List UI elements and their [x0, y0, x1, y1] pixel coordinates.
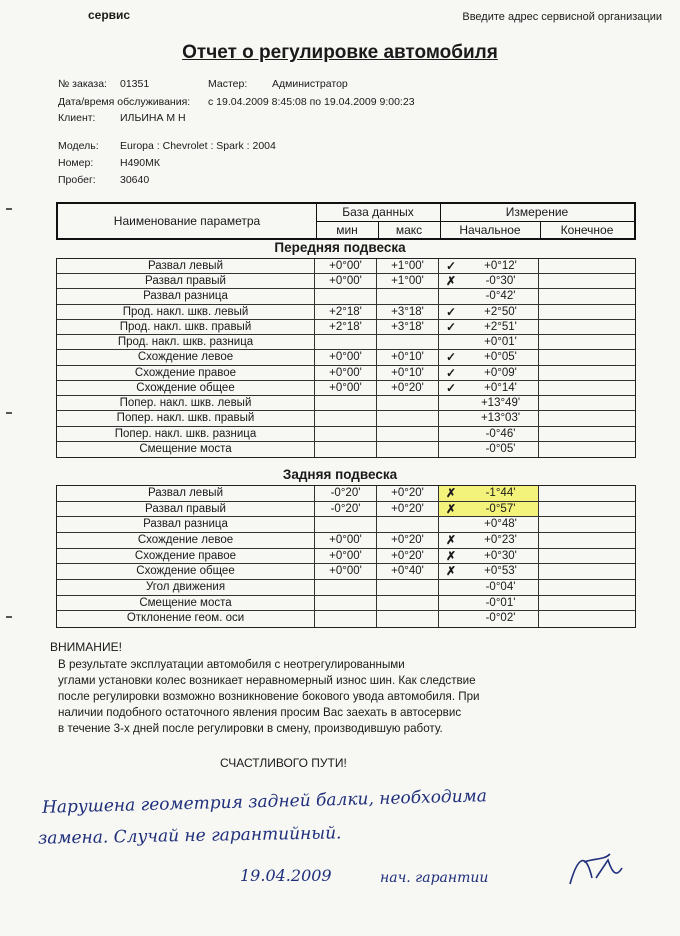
handwritten-date: 19.04.2009 — [240, 866, 332, 885]
initial-value: -0°30' — [463, 274, 539, 288]
param-name: Прод. накл. шкв. разница — [57, 335, 315, 349]
status-mark: ✓ — [445, 304, 457, 319]
param-name: Смещение моста — [57, 596, 315, 611]
max-value — [377, 396, 439, 410]
param-name: Развал левый — [57, 486, 315, 501]
initial-value: +0°30' — [463, 549, 539, 564]
table-row — [57, 259, 635, 274]
final-value — [539, 502, 635, 517]
max-value — [377, 580, 439, 595]
status-mark: ✗ — [445, 533, 457, 547]
initial-value: -0°04' — [463, 580, 539, 595]
max-value: +0°10' — [377, 366, 439, 380]
measurement-header: Измерение — [440, 204, 634, 222]
max-value — [377, 335, 439, 349]
param-name: Отклонение геом. оси — [57, 611, 315, 627]
warning-line: В результате эксплуатации автомобиля с неотрегулированными — [58, 658, 405, 671]
param-name: Схождение правое — [57, 549, 315, 564]
handwritten-note-line2: замена. Случай не гарантийный. — [37, 823, 342, 849]
min-value — [315, 611, 377, 627]
order-number: 01351 — [120, 78, 150, 90]
table-row — [57, 533, 635, 549]
initial-value: +0°12' — [463, 259, 539, 273]
status-mark: ✗ — [445, 564, 457, 579]
status-mark — [439, 611, 463, 627]
initial-value: -0°02' — [463, 611, 539, 627]
table-row — [57, 442, 635, 457]
max-value: +0°20' — [377, 486, 439, 501]
param-name: Попер. накл. шкв. разница — [57, 427, 315, 441]
max-value — [377, 517, 439, 532]
initial-value: +0°01' — [463, 335, 539, 349]
table-row — [57, 564, 635, 580]
min-value: -0°20' — [315, 486, 377, 501]
warning-line: после регулировки возможно возникновение бокового увода автомобиля. При — [58, 690, 480, 703]
table-row — [57, 396, 635, 411]
param-header: Наименование параметра — [58, 204, 317, 238]
status-mark: ✓ — [445, 365, 457, 380]
database-header: База данных — [316, 204, 441, 222]
initial-value: +2°51' — [463, 320, 539, 334]
max-value: +0°40' — [377, 564, 439, 579]
min-value — [315, 596, 377, 611]
initial-value: +0°05' — [463, 350, 539, 364]
param-name: Прод. накл. шкв. левый — [57, 305, 315, 319]
table-row — [57, 305, 635, 320]
min-value — [315, 427, 377, 441]
status-mark — [439, 427, 463, 441]
status-mark — [439, 335, 463, 349]
initial-value: +0°09' — [463, 366, 539, 380]
final-value — [539, 517, 635, 532]
final-value — [539, 366, 635, 380]
initial-value: -0°46' — [463, 427, 539, 441]
vehicle-mileage: 30640 — [120, 174, 150, 186]
status-mark: ✓ — [445, 259, 457, 273]
vehicle-plate: Н490МК — [120, 157, 160, 169]
table-row — [57, 517, 635, 533]
table-row — [57, 366, 635, 381]
status-mark — [439, 396, 463, 410]
param-name: Схождение правое — [57, 366, 315, 380]
max-value — [377, 411, 439, 425]
final-value — [539, 611, 635, 627]
table-row — [57, 274, 635, 289]
status-mark — [439, 289, 463, 303]
final-value — [539, 396, 635, 410]
final-value — [539, 596, 635, 611]
max-value: +1°00' — [377, 259, 439, 273]
table-row — [57, 427, 635, 442]
min-value: +0°00' — [315, 549, 377, 564]
final-value — [539, 427, 635, 441]
master-label: Мастер: — [208, 78, 248, 90]
warning-title: ВНИМАНИЕ! — [50, 640, 122, 654]
final-value — [539, 580, 635, 595]
final-value — [539, 381, 635, 395]
param-name: Развал правый — [57, 502, 315, 517]
table-row — [57, 596, 635, 612]
param-name: Смещение моста — [57, 442, 315, 457]
table-row — [57, 502, 635, 518]
initial-value: -0°42' — [463, 289, 539, 303]
final-value — [539, 442, 635, 457]
min-value — [315, 580, 377, 595]
max-value: +0°10' — [377, 350, 439, 364]
initial-value: +0°14' — [463, 381, 539, 395]
table-row — [57, 486, 635, 502]
final-value — [539, 411, 635, 425]
service-address-prompt: Введите адрес сервисной организации — [462, 11, 662, 23]
min-value — [315, 396, 377, 410]
param-name: Попер. накл. шкв. левый — [57, 396, 315, 410]
max-value: +1°00' — [377, 274, 439, 288]
vehicle-model: Europa : Chevrolet : Spark : 2004 — [120, 140, 276, 152]
max-value — [377, 611, 439, 627]
max-value: +3°18' — [377, 305, 439, 319]
initial-value: +0°48' — [463, 517, 539, 532]
table-row — [57, 350, 635, 365]
table-row — [57, 320, 635, 335]
min-value: +2°18' — [315, 320, 377, 334]
max-value: +0°20' — [377, 549, 439, 564]
param-name: Развал правый — [57, 274, 315, 288]
param-name: Развал разница — [57, 289, 315, 303]
final-value — [539, 320, 635, 334]
table-row — [57, 611, 635, 627]
param-name: Схождение левое — [57, 350, 315, 364]
page-title: Отчет о регулировке автомобиля — [182, 42, 498, 63]
vehicle-info — [58, 140, 618, 190]
rear-suspension-table — [56, 485, 636, 628]
max-value: +0°20' — [377, 381, 439, 395]
final-value — [539, 259, 635, 273]
client-label: Клиент: — [58, 112, 96, 124]
min-value — [315, 517, 377, 532]
service-datetime: с 19.04.2009 8:45:08 по 19.04.2009 9:00:23 — [208, 96, 415, 108]
initial-value: +13°03' — [463, 411, 539, 425]
handwritten-role: нач. гарантии — [380, 870, 489, 886]
max-value — [377, 289, 439, 303]
status-mark — [439, 580, 463, 595]
final-value — [539, 289, 635, 303]
param-name: Прод. накл. шкв. правый — [57, 320, 315, 334]
min-value — [315, 442, 377, 457]
min-value — [315, 289, 377, 303]
warning-line: углами установки колес возникает неравномерный износ шин. Как следствие — [58, 674, 476, 687]
final-header: Конечное — [560, 223, 614, 237]
final-value — [539, 335, 635, 349]
status-mark — [439, 411, 463, 425]
binder-mark — [6, 208, 12, 210]
front-suspension-title: Передняя подвеска — [274, 240, 406, 255]
max-value: +0°20' — [377, 502, 439, 517]
binder-mark — [6, 412, 12, 414]
min-value: +0°00' — [315, 533, 377, 548]
final-value — [539, 274, 635, 288]
max-header: макс — [378, 222, 441, 238]
client-name: ИЛЬИНА М Н — [120, 112, 186, 124]
initial-value: +0°53' — [463, 564, 539, 579]
min-value: +0°00' — [315, 564, 377, 579]
order-number-label: № заказа: — [58, 78, 107, 90]
status-mark: ✓ — [445, 319, 457, 334]
initial-value: +2°50' — [463, 305, 539, 319]
table-row — [57, 381, 635, 396]
status-mark — [439, 596, 463, 611]
max-value — [377, 442, 439, 457]
status-mark: ✓ — [445, 380, 457, 395]
min-value: +0°00' — [315, 366, 377, 380]
min-value: -0°20' — [315, 502, 377, 517]
warning-line: наличии подобного остаточного явления просим Вас заехать в автосервис — [58, 706, 462, 719]
status-mark: ✗ — [439, 486, 463, 501]
initial-value: +0°23' — [463, 533, 539, 548]
final-value — [539, 350, 635, 364]
status-mark — [439, 517, 463, 532]
initial-value: -0°01' — [463, 596, 539, 611]
min-value — [315, 411, 377, 425]
rear-suspension-title: Задняя подвеска — [282, 467, 398, 482]
initial-value: -0°05' — [463, 442, 539, 457]
final-value — [539, 549, 635, 564]
plate-label: Номер: — [58, 157, 94, 169]
order-info — [58, 78, 618, 128]
table-header — [56, 202, 636, 240]
final-value — [539, 486, 635, 501]
param-name: Схождение общее — [57, 381, 315, 395]
min-header: мин — [316, 222, 379, 238]
param-name: Развал левый — [57, 259, 315, 273]
max-value — [377, 596, 439, 611]
status-mark — [439, 442, 463, 457]
param-name: Развал разница — [57, 517, 315, 532]
table-row — [57, 289, 635, 304]
status-mark: ✗ — [445, 274, 457, 289]
front-suspension-table — [56, 258, 636, 458]
max-value — [377, 427, 439, 441]
master-name: Администратор — [272, 78, 348, 90]
param-name: Схождение левое — [57, 533, 315, 548]
warning-line: в течение 3-х дней после регулировки в смену, производившую работу. — [58, 722, 443, 735]
signature — [566, 848, 626, 894]
initial-header: Начальное — [440, 222, 541, 238]
min-value: +2°18' — [315, 305, 377, 319]
initial-value: +13°49' — [463, 396, 539, 410]
table-row — [57, 411, 635, 426]
datetime-label: Дата/время обслуживания: — [58, 96, 191, 108]
param-name: Схождение общее — [57, 564, 315, 579]
binder-mark — [6, 616, 12, 618]
min-value — [315, 335, 377, 349]
table-row — [57, 335, 635, 350]
min-value: +0°00' — [315, 274, 377, 288]
initial-value: -1°44' — [463, 486, 539, 501]
min-value: +0°00' — [315, 350, 377, 364]
param-name: Угол движения — [57, 580, 315, 595]
warning-text — [58, 657, 558, 737]
model-label: Модель: — [58, 140, 99, 152]
max-value: +0°20' — [377, 533, 439, 548]
handwritten-note-line1: Нарушена геометрия задней балки, необходима — [41, 786, 488, 818]
final-value — [539, 305, 635, 319]
service-name: сервис — [88, 8, 131, 22]
farewell: СЧАСТЛИВОГО ПУТИ! — [220, 756, 347, 770]
param-name: Попер. накл. шкв. правый — [57, 411, 315, 425]
final-value — [539, 533, 635, 548]
table-row — [57, 549, 635, 565]
min-value: +0°00' — [315, 381, 377, 395]
final-value — [539, 564, 635, 579]
table-row — [57, 580, 635, 596]
min-value: +0°00' — [315, 259, 377, 273]
max-value: +3°18' — [377, 320, 439, 334]
mileage-label: Пробег: — [58, 174, 96, 186]
status-mark: ✗ — [445, 548, 457, 563]
status-mark: ✗ — [439, 502, 463, 517]
status-mark: ✓ — [445, 350, 457, 365]
initial-value: -0°57' — [463, 502, 539, 517]
